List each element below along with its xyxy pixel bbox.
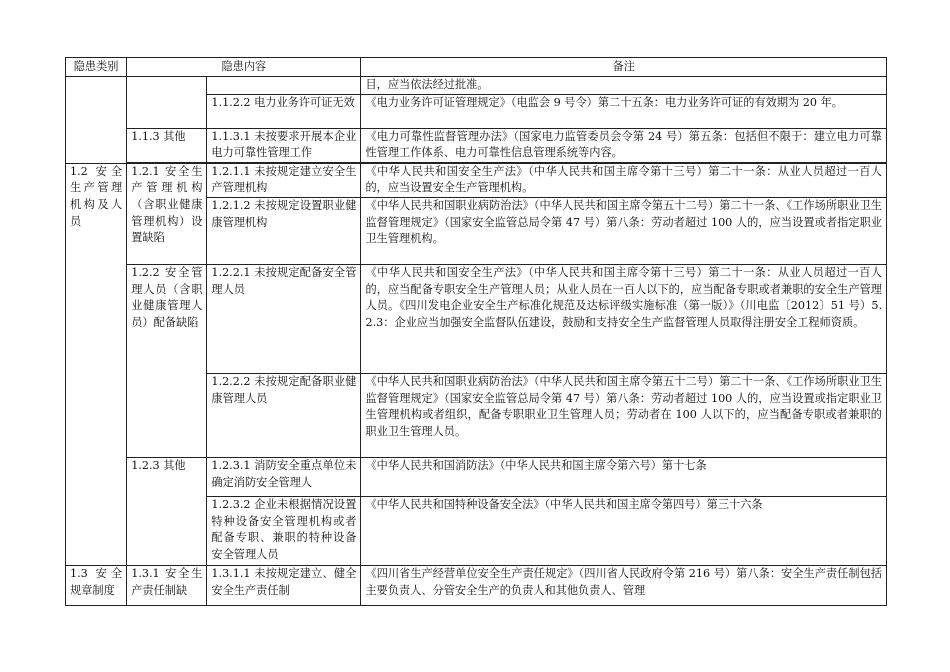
header-hazard-category: 隐患类别	[66, 58, 127, 77]
item-cell: 1.2.2.2 未按规定配备职业健康管理人员	[207, 373, 361, 457]
note-cell: 目，应当依法经过批准。	[361, 77, 887, 95]
note-cell: 《中华人民共和国消防法》（中华人民共和国主席令第六号）第十七条	[361, 457, 887, 496]
note-cell: 《中华人民共和国特种设备安全法》（中华人民共和国主席令第四号）第三十六条	[361, 496, 887, 565]
subcategory-cell: 1.2.3 其他	[127, 457, 207, 565]
subcategory-cell: 1.3.1 安全生产责任制缺	[127, 565, 207, 605]
item-cell: 1.2.1.1 未按规定建立安全生产管理机构	[207, 163, 361, 197]
table-header-row	[66, 58, 887, 77]
header-hazard-content: 隐患内容	[127, 58, 361, 77]
note-cell: 《中华人民共和国安全生产法》（中华人民共和国主席令第十三号）第二十一条：从业人员超过一百人的，应当配备专职安全生产管理人员；从业人员在一百人以下的，应当配备专职或者兼职的安全生产管理人员。《四川发电企业安全生产标准化规范及达标评级实施标准（第一版）》（川电监〔2012〕51 号）5.2.3：企业应当加强安全监督队伍建设，鼓励和支持安全生产监督管理人员取得注册安全工程师资质。	[361, 264, 887, 373]
table-row	[66, 457, 887, 496]
note-cell: 《电力可靠性监督管理办法》（国家电力监管委员会令第 24 号）第五条：包括但不限于：建立电力可靠性管理工作体系、电力可靠性信息管理系统等内容。	[361, 128, 887, 162]
item-cell: 1.3.1.1 未按规定建立、健全安全生产责任制	[207, 565, 361, 605]
hazard-table	[65, 57, 887, 606]
note-cell: 《四川省生产经营单位安全生产责任规定》（四川省人民政府令第 216 号）第八条：安全生产责任制包括主要负责人、分管安全生产的负责人和其他负责人、管理	[361, 565, 887, 605]
regulation-table-page	[65, 57, 887, 606]
item-cell: 1.2.3.1 消防安全重点单位未确定消防安全管理人	[207, 457, 361, 496]
table-row	[66, 77, 887, 95]
table-row	[66, 163, 887, 197]
subcategory-cell: 1.2.1 安全生产管理机构（含职业健康管理机构）设置缺陷	[127, 163, 207, 264]
table-row	[66, 128, 887, 162]
header-remarks: 备注	[361, 58, 887, 77]
category-cell: 1.3 安全规章制度	[66, 565, 127, 605]
subcategory-cell-continued	[127, 77, 207, 129]
item-cell: 1.2.1.2 未按规定设置职业健康管理机构	[207, 197, 361, 264]
table-row	[66, 565, 887, 605]
note-cell: 《电力业务许可证管理规定》（电监会 9 号令）第二十五条：电力业务许可证的有效期为 20 年。	[361, 94, 887, 128]
category-cell: 1.2 安全生产管理机构及人员	[66, 163, 127, 565]
item-cell: 1.1.3.1 未按要求开展本企业电力可靠性管理工作	[207, 128, 361, 162]
item-cell: 1.2.3.2 企业未根据情况设置特种设备安全管理机构或者配备专职、兼职的特种设备安全管理人员	[207, 496, 361, 565]
subcategory-cell: 1.2.2 安全管理人员（含职业健康管理人员）配备缺陷	[127, 264, 207, 457]
subcategory-cell: 1.1.3 其他	[127, 128, 207, 162]
category-cell-continued	[66, 77, 127, 164]
note-cell: 《中华人民共和国职业病防治法》（中华人民共和国主席令第五十二号）第二十一条、《工作场所职业卫生监督管理规定》（国家安全监管总局令第 47 号）第八条：劳动者超过 100 人的，应当设置或者指定职业卫生管理机构。	[361, 197, 887, 264]
item-cell: 1.1.2.2 电力业务许可证无效	[207, 94, 361, 128]
item-cell-continued	[207, 77, 361, 95]
table-row	[66, 264, 887, 373]
note-cell: 《中华人民共和国职业病防治法》（中华人民共和国主席令第五十二号）第二十一条、《工作场所职业卫生监督管理规定》（国家安全监管总局令第 47 号）第八条：劳动者超过 100 人的，应当设置或指定职业卫生管理机构或者组织，配备专职职业卫生管理人员；劳动者在 100 人以下的，应当配备专职或者兼职的职业卫生管理人员。	[361, 373, 887, 457]
item-cell: 1.2.2.1 未按规定配备安全管理人员	[207, 264, 361, 373]
note-cell: 《中华人民共和国安全生产法》（中华人民共和国主席令第十三号）第二十一条：从业人员超过一百人的，应当设置安全生产管理机构。	[361, 163, 887, 197]
